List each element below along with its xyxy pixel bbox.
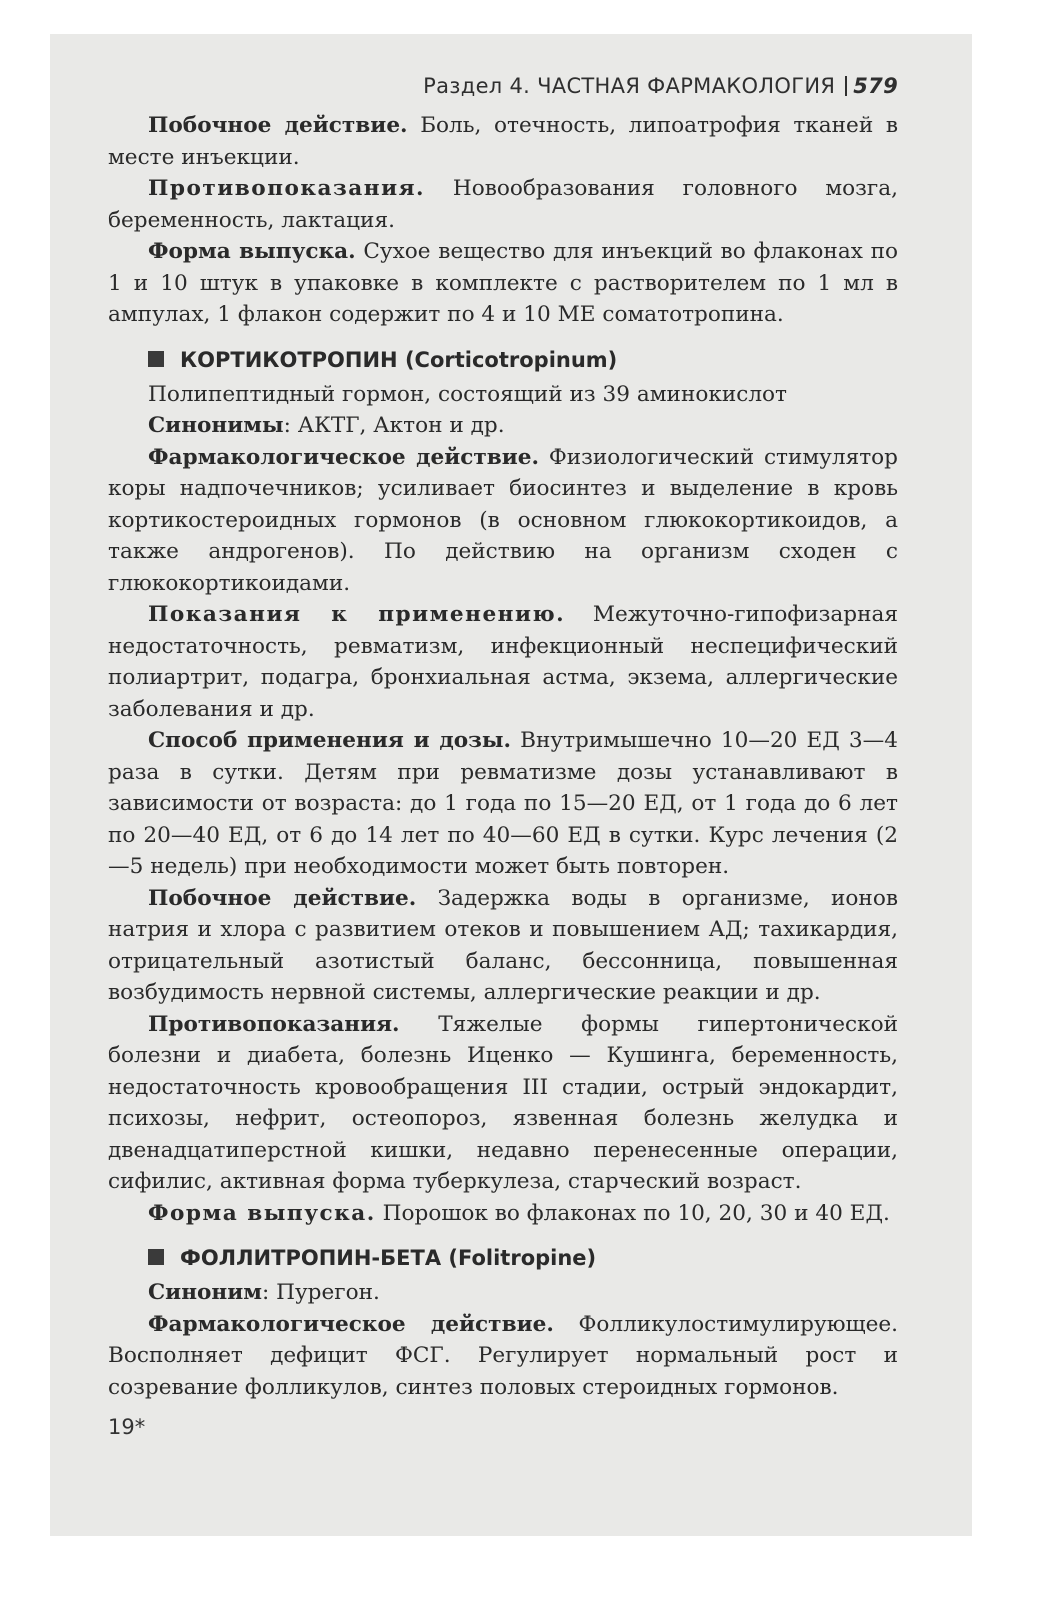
corticotropin-form [108,1198,898,1230]
follitropin-pharmacology [108,1309,898,1404]
text: Тяжелые формы гипертонической болезни и диабета, болезнь Иценко — Кушинга, беременность, недостаточность кровообращения III стадии, острый эндокардит, психозы, нефрит, остеопороз, язвенная болезнь желудка и двенадцатиперстной кишки, недавно перенесенные операции, сифилис, активная форма туберкулеза, старческий возраст. [108,1011,898,1194]
corticotropin-pharmacology [108,442,898,600]
text: Межуточно-гипофизарная недостаточность, ревматизм, инфекционный неспецифический полиартрит, подагра, бронхиальная астма, экзема, аллергические заболевания и др. [108,602,898,722]
follitropin-synonym [108,1277,898,1309]
printer-signature: 19* [108,1415,146,1439]
section-title: Раздел 4. ЧАСТНАЯ ФАРМАКОЛОГИЯ [423,74,836,98]
label: Побочное действие. [148,113,408,138]
text: Сухое вещество для инъекций во флаконах по 1 и 10 штук в упаковке в комплекте с растворителем по 1 мл в ампулах, 1 флакон содержит по 4 и 10 МЕ соматотропина. [108,239,898,327]
text: Фолликулостимулирующее. Восполняет дефицит ФСГ. Регулирует нормальный рост и созревание фолликулов, синтез половых стероидных гормонов. [108,1311,898,1400]
text: Порошок во флаконах по 10, 20, 30 и 40 ЕД. [375,1200,890,1226]
label: Форма выпуска. [148,1200,376,1226]
label: Противопоказания. [148,176,426,201]
page-content [108,74,898,1439]
corticotropin-dosage [108,725,898,883]
text: : Пурегон. [262,1280,380,1305]
drug-latin-name: (Folitropine) [448,1246,597,1270]
label: Показания к применению. [148,602,566,627]
drug-latin-name: (Corticotropinum) [404,347,618,372]
scanned-page [50,34,972,1536]
somatotropin-side-effects [108,110,898,173]
corticotropin-contraindications [108,1009,898,1198]
label: Побочное действие. [148,885,417,911]
label: Фармакологическое действие. [148,444,540,470]
label: Фармакологическое действие. [148,1311,554,1337]
drug-name: КОРТИКОТРОПИН [180,347,398,372]
running-header [108,74,898,98]
label: Форма выпуска. [148,239,356,264]
corticotropin-side-effects [108,883,898,1009]
text: Задержка воды в организме, ионов натрия и хлора с развитием отеков и повышением АД; тахикардия, отрицательный азотистый баланс, бессонница, повышенная возбудимость нервной системы, аллергические реакции и др. [108,885,898,1005]
somatotropin-contraindications [108,173,898,236]
corticotropin-indications [108,599,898,725]
corticotropin-synonyms [108,410,898,442]
drug-name: ФОЛЛИТРОПИН-БЕТА [180,1246,442,1270]
label: Синонимы [148,413,284,438]
header-divider [845,76,847,96]
text: Физиологический стимулятор коры надпочечников; усиливает биосинтез и выделение в кровь кортикостероидных гормонов (в основном глюкокортикоидов, а также андрогенов). По действию на организм сходен с глюкокортикоидами. [108,444,898,596]
corticotropin-heading [148,345,898,375]
label: Способ применения и дозы. [148,728,512,753]
text: : АКТГ, Актон и др. [283,413,505,438]
page-number: 579 [853,74,898,98]
somatotropin-form [108,236,898,331]
text: Внутримышечно 10—20 ЕД 3—4 раза в сутки. Детям при ревматизме дозы устанавливают в зависимости от возраста: до 1 года по 15—20 ЕД, от 1 года до 6 лет по 20—40 ЕД, от 6 до 14 лет по 40—60 ЕД в сутки. Курс лечения (2—5 недель) при необходимости может быть повторен. [108,728,898,879]
bullet-square-icon [148,351,164,367]
label: Синоним [148,1280,262,1305]
follitropin-heading [148,1243,898,1273]
label: Противопоказания. [148,1011,400,1037]
bullet-square-icon [148,1249,164,1265]
text: Боль, отечность, липоатрофия тканей в месте инъекции. [108,113,898,170]
corticotropin-description: Полипептидный гормон, состоящий из 39 аминокислот [148,381,787,407]
text: Новообразования головного мозга, беременность, лактация. [108,176,898,233]
